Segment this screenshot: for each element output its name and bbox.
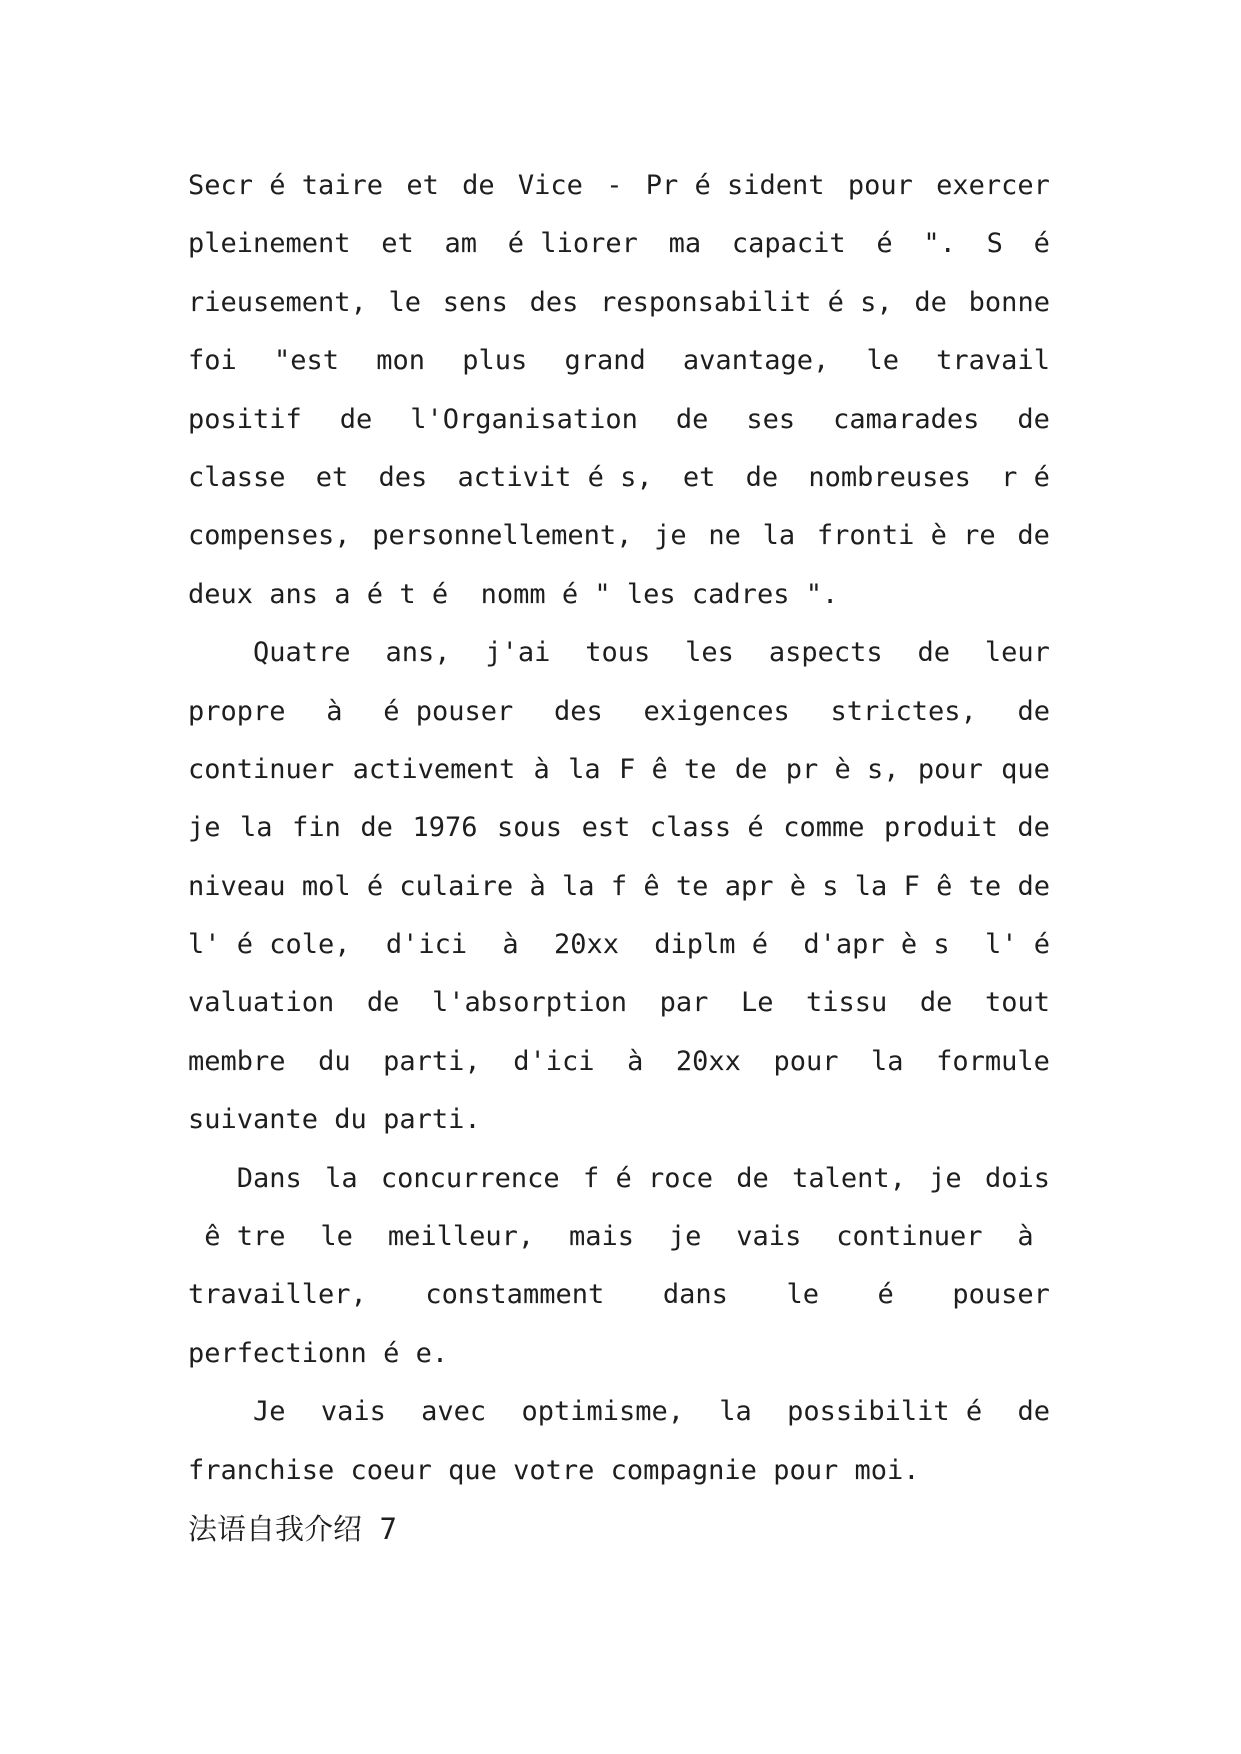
text-line [188,858,1050,916]
text-segment: "est [273,345,340,377]
text-segment: d'apr è s [803,929,950,961]
text-segment: personnellement, [372,520,633,552]
text-segment: la [240,812,273,844]
text-segment: perfectionn é e. [188,1337,449,1369]
text-segment: produit [884,812,998,844]
text-segment: propre [188,695,286,727]
text-line [188,1383,1050,1441]
text-segment: la [854,870,888,902]
text-line [188,449,1050,507]
text-segment: pr è s, [785,753,900,785]
text-segment: sous [497,812,563,844]
text-segment: d'ici [385,929,468,961]
text-segment: F ê te [903,870,1002,902]
text-segment: S [986,228,1003,260]
text-segment: de [360,812,393,844]
text-segment: é [1033,228,1050,260]
text-segment: je [668,1221,702,1253]
text-lines [188,157,1050,1500]
text-segment: vais [320,1396,386,1428]
text-segment: deux ans a é t é nomm é " les cadres ". [188,578,839,610]
text-line [188,974,1050,1032]
text-segment: l'absorption [431,987,628,1019]
text-line [188,215,1050,273]
text-segment: meilleur, [387,1221,535,1253]
text-segment: de [1017,1396,1050,1428]
text-segment: valuation [188,987,335,1019]
text-segment: avantage, [682,345,830,377]
text-line [188,916,1050,974]
text-segment: tous [585,637,651,669]
text-segment: plus [462,345,528,377]
text-line [188,624,1050,682]
text-line [188,799,1050,857]
text-segment: dois [984,1162,1050,1194]
text-line [188,1442,1050,1500]
text-segment: é pouser [383,695,514,727]
text-segment: Vice [517,170,583,201]
document-body [188,157,1050,1558]
text-segment: tout [984,987,1050,1019]
text-line [188,507,1050,565]
text-segment: ". [923,228,956,260]
text-segment: tissu [806,987,888,1019]
text-segment: 20xx [553,929,619,961]
text-segment: r é [1001,461,1050,493]
text-segment: travail [936,345,1050,377]
text-segment: le [388,286,422,318]
text-line [188,1150,1050,1208]
text-segment: Pr é sident [645,170,825,201]
text-segment: nombreuses [808,461,971,493]
text-segment: je [654,520,687,552]
text-segment: bonne [968,286,1050,318]
text-segment: à [502,929,519,961]
text-segment: 20xx [675,1045,741,1077]
text-segment: ma [668,228,702,260]
text-segment: pour [917,753,983,785]
text-segment: Secr é taire [188,170,384,201]
text-line [188,1266,1050,1324]
text-segment: de [1017,870,1050,902]
text-segment: des [529,286,579,318]
text-segment: de [1017,520,1050,552]
text-segment: vais [736,1221,802,1253]
text-segment: foi [188,345,237,377]
text-segment: Quatre [188,637,351,669]
text-segment: continuer [188,753,335,785]
text-segment: les [685,637,734,669]
text-segment: Le [740,987,774,1019]
text-segment: de [919,987,953,1019]
text-segment: diplm é [654,929,769,961]
text-segment: de [734,753,768,785]
text-line [188,274,1050,332]
text-line [188,683,1050,741]
text-segment: mon [376,345,425,377]
text-segment: la [562,870,595,902]
text-segment: de [736,1162,769,1194]
text-segment: constamment [425,1279,605,1311]
text-segment: aspects [768,637,883,669]
text-segment: de [745,461,779,493]
text-segment: f ê te [610,870,709,902]
text-segment: la [325,1162,358,1194]
text-segment: est [581,812,631,844]
text-segment: dans [662,1279,728,1311]
text-segment: talent, [792,1162,906,1194]
text-segment: pour [847,170,913,201]
text-segment: pouser [952,1279,1050,1311]
text-segment: la [568,753,601,785]
text-segment: é [876,228,893,260]
text-segment: des [378,461,428,493]
text-segment: exercer [936,170,1050,201]
text-segment: à [627,1045,644,1077]
text-segment: de [462,170,495,201]
text-segment: class é [649,812,764,844]
text-segment: comme [783,812,865,844]
text-segment: rieusement, [188,286,367,318]
text-segment: f é roce [582,1162,714,1194]
text-segment: formule [936,1045,1050,1077]
text-segment: camarades [833,403,980,435]
text-segment: et [315,461,349,493]
text-segment: de [914,286,947,318]
text-segment: ê tre [188,1221,286,1253]
text-segment: am [444,228,478,260]
text-segment: capacit [731,228,846,260]
text-segment: à [326,695,343,727]
text-line [188,741,1050,799]
text-segment: pleinement [188,228,351,260]
text-segment: optimisme, [521,1396,685,1428]
text-segment: apr è s [724,870,839,902]
text-segment: de [366,987,400,1019]
text-segment: classe [188,461,286,493]
text-segment: franchise coeur que votre compagnie pour moi. [188,1454,920,1486]
text-line [188,1091,1050,1149]
text-segment: de [1017,812,1050,844]
text-segment: mol é culaire [301,870,514,902]
section-heading: 法语自我介绍 7 [188,1511,397,1546]
text-segment: ne [708,520,741,552]
text-segment: activit é s, [457,461,653,493]
text-segment: la [719,1396,752,1428]
text-segment: Je [188,1396,286,1428]
text-segment: membre [188,1045,286,1077]
text-segment: de [917,637,950,669]
text-segment: parti, [383,1045,481,1077]
text-segment: exigences [643,695,790,727]
text-segment: des [553,695,603,727]
text-segment: ans, [385,637,451,669]
text-segment: suivante du parti. [188,1104,481,1136]
text-segment: é [877,1279,894,1311]
text-segment: le [320,1221,353,1253]
text-segment: niveau [188,870,286,902]
text-segment: à [529,870,546,902]
text-line [188,1325,1050,1383]
text-segment: continuer [836,1221,983,1253]
text-segment: strictes, [830,695,977,727]
text-segment: l'Organisation [410,403,638,435]
text-segment: F ê te [618,753,717,785]
text-segment: du [318,1045,351,1077]
text-segment: ses [746,403,796,435]
text-line [188,332,1050,390]
text-segment: à [533,753,550,785]
text-line [188,391,1050,449]
text-segment: d'ici [513,1045,595,1077]
text-segment: responsabilit é s, [600,286,893,318]
text-segment: grand [564,345,646,377]
text-segment: le [786,1279,819,1311]
text-segment: activement [352,753,516,785]
text-segment: de [1017,403,1050,435]
text-segment: j'ai [485,637,551,669]
text-segment: travailler, [188,1279,367,1311]
text-line [188,566,1050,624]
text-segment: l' é [984,929,1050,961]
text-segment: et [406,170,439,201]
text-segment: Dans [188,1162,302,1194]
text-segment: mais [569,1221,635,1253]
text-segment: 1976 [412,812,478,844]
text-segment: pour [773,1045,839,1077]
text-segment: par [659,987,709,1019]
text-segment: avec [421,1396,487,1428]
text-segment: je [188,812,221,844]
text-segment: fin [292,812,341,844]
text-segment: concurrence [380,1162,560,1194]
text-segment: que [1001,753,1050,785]
text-segment: et [381,228,414,260]
text-segment: la [871,1045,904,1077]
text-segment: de [339,403,373,435]
text-segment: possibilit é [787,1396,983,1428]
text-segment: le [866,345,899,377]
text-segment: de [675,403,709,435]
text-segment: sens [442,286,508,318]
text-segment: leur [984,637,1050,669]
text-segment: à [1017,1221,1050,1253]
text-segment: - [606,170,623,201]
text-line [188,1033,1050,1091]
text-segment: la [762,520,796,552]
text-segment: et [682,461,716,493]
text-line [188,1208,1050,1266]
text-segment: je [929,1162,962,1194]
text-segment: de [1017,695,1050,727]
text-segment: é liorer [507,228,638,260]
text-line [188,157,1050,215]
text-segment: compenses, [188,520,351,552]
text-segment: positif [188,403,302,435]
text-segment: fronti è re [816,520,996,552]
text-segment: l' é cole, [188,929,351,961]
